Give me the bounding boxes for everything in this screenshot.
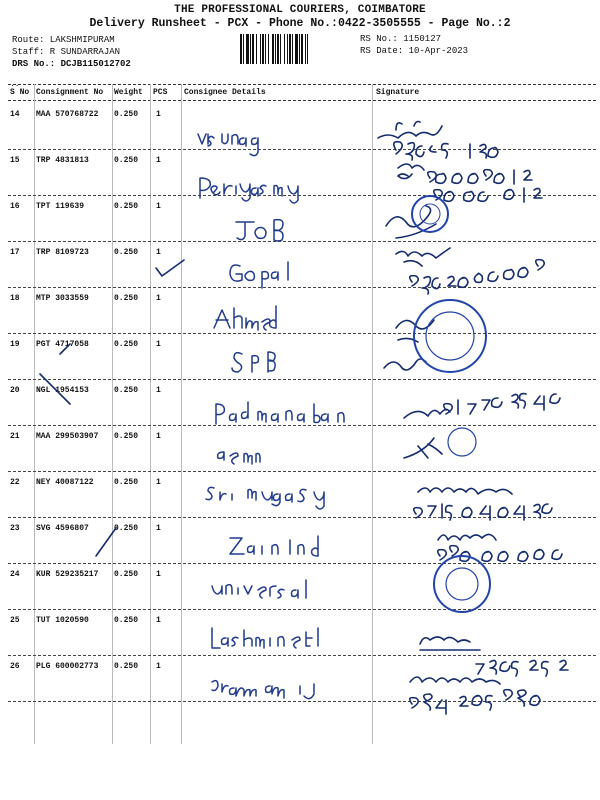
row-pieces: 1: [156, 478, 161, 487]
row-weight: 0.250: [114, 202, 139, 211]
column-header-pcs: PCS: [153, 88, 168, 97]
row-consignment-number: TRP 8109723: [36, 248, 89, 257]
column-header-consignee: Consignee Details: [184, 88, 266, 97]
row-consignment-number: KUR 529235217: [36, 570, 99, 579]
column-header-weight: Weight: [114, 88, 143, 97]
row-consignment-number: MTP 3033559: [36, 294, 89, 303]
row-consignment-number: TPT 119639: [36, 202, 85, 211]
table-row: [8, 288, 596, 334]
row-consignment-number: PGT 4717058: [36, 340, 89, 349]
table-row: [8, 610, 596, 656]
row-serial-number: 18: [10, 294, 20, 303]
row-weight: 0.250: [114, 156, 139, 165]
row-divider: [8, 701, 596, 702]
row-weight: 0.250: [114, 110, 139, 119]
row-consignment-number: NGL 1954153: [36, 386, 89, 395]
row-weight: 0.250: [114, 524, 139, 533]
table-row: [8, 564, 596, 610]
row-pieces: 1: [156, 156, 161, 165]
table-row: [8, 426, 596, 472]
row-serial-number: 21: [10, 432, 20, 441]
column-header-consignment: Consignment No: [36, 88, 104, 97]
table-row: [8, 472, 596, 518]
row-consignment-number: TUT 1020590: [36, 616, 89, 625]
row-serial-number: 14: [10, 110, 20, 119]
table-row: [8, 656, 596, 702]
row-consignment-number: TRP 4831813: [36, 156, 89, 165]
rs-number: RS No.: 1150127: [360, 34, 442, 44]
rs-date: RS Date: 10-Apr-2023: [360, 46, 469, 56]
row-pieces: 1: [156, 110, 161, 119]
drs-number: DRS No.: DCJB115012702: [12, 59, 131, 69]
staff-label: Staff: R SUNDARRAJAN: [12, 47, 121, 57]
row-weight: 0.250: [114, 616, 139, 625]
row-pieces: 1: [156, 616, 161, 625]
row-serial-number: 17: [10, 248, 20, 257]
row-pieces: 1: [156, 294, 161, 303]
runsheet-subtitle: Delivery Runsheet - PCX - Phone No.:0422-3505555 - Page No.:2: [89, 17, 511, 30]
row-consignment-number: MAA 570768722: [36, 110, 99, 119]
barcode: [240, 34, 350, 64]
stamp-lettering: AGRO MET LAB: [420, 302, 505, 340]
dot-marks: ..: [10, 80, 20, 89]
row-weight: 0.250: [114, 432, 139, 441]
row-consignment-number: NEY 40087122: [36, 478, 94, 487]
row-pieces: 1: [156, 202, 161, 211]
row-weight: 0.250: [114, 570, 139, 579]
row-weight: 0.250: [114, 340, 139, 349]
table-row: [8, 518, 596, 564]
row-pieces: 1: [156, 386, 161, 395]
row-serial-number: 19: [10, 340, 20, 349]
row-serial-number: 15: [10, 156, 20, 165]
row-consignment-number: MAA 299503907: [36, 432, 99, 441]
stamp-lettering: CBE - 06: [438, 352, 471, 360]
row-weight: 0.250: [114, 662, 139, 671]
row-consignment-number: SVG 4596807: [36, 524, 89, 533]
row-weight: 0.250: [114, 294, 139, 303]
row-serial-number: 24: [10, 570, 20, 579]
row-weight: 0.250: [114, 386, 139, 395]
column-header-sno: S No: [10, 88, 30, 97]
route-label: Route: LAKSHMIPURAM: [12, 35, 115, 45]
row-weight: 0.250: [114, 478, 139, 487]
row-pieces: 1: [156, 570, 161, 579]
row-serial-number: 20: [10, 386, 20, 395]
row-serial-number: 25: [10, 616, 20, 625]
header-bottom-divider: [8, 100, 596, 101]
table-row: [8, 380, 596, 426]
table-row: [8, 334, 596, 380]
row-weight: 0.250: [114, 248, 139, 257]
table-row: [8, 196, 596, 242]
row-serial-number: 22: [10, 478, 20, 487]
runsheet-meta-left: [12, 34, 131, 70]
row-pieces: 1: [156, 662, 161, 671]
row-consignment-number: PLG 600002773: [36, 662, 99, 671]
row-pieces: 1: [156, 524, 161, 533]
row-serial-number: 26: [10, 662, 20, 671]
row-serial-number: 16: [10, 202, 20, 211]
row-pieces: 1: [156, 340, 161, 349]
table-row: [8, 104, 596, 150]
company-title: THE PROFESSIONAL COURIERS, COIMBATORE: [174, 4, 426, 16]
column-header-signature: Signature: [376, 88, 420, 97]
table-row: [8, 150, 596, 196]
row-pieces: 1: [156, 248, 161, 257]
table-row: [8, 242, 596, 288]
header-top-divider: [8, 84, 596, 85]
row-serial-number: 23: [10, 524, 20, 533]
runsheet-meta-right: [360, 33, 468, 57]
row-pieces: 1: [156, 432, 161, 441]
